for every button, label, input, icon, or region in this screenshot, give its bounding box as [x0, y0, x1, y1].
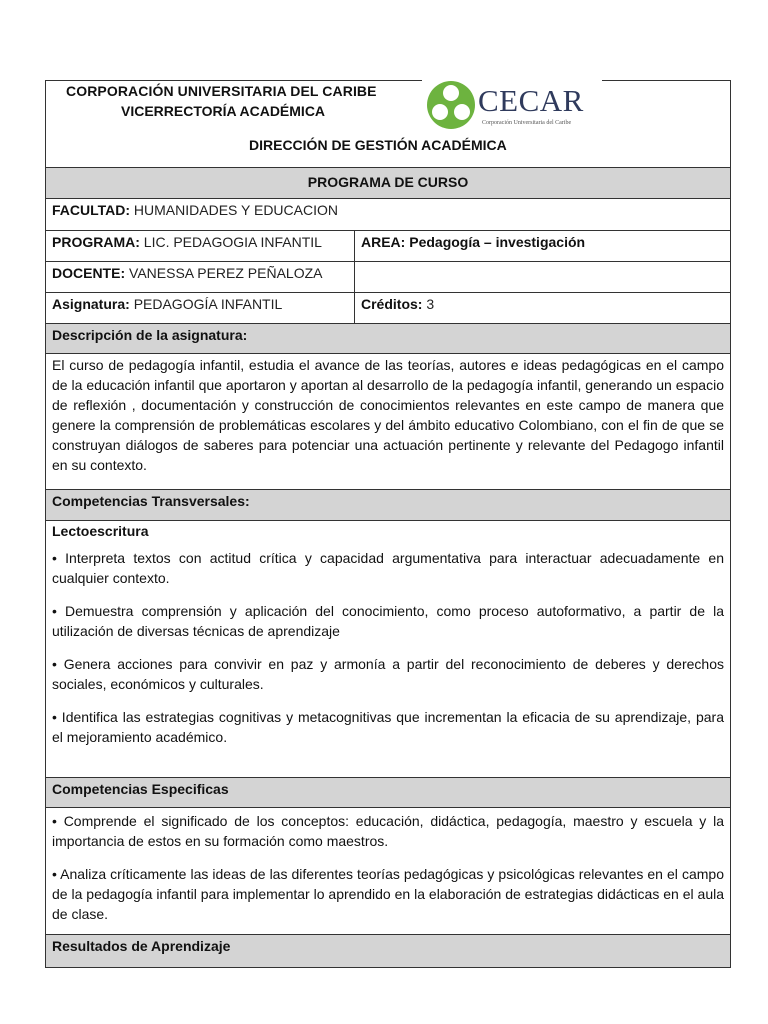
- creditos-value: 3: [426, 296, 435, 312]
- asignatura-row: [46, 293, 730, 324]
- transversales-heading: Competencias Transversales:: [52, 493, 250, 509]
- facultad-label: FACULTAD:: [52, 202, 131, 218]
- area-label: AREA:: [361, 234, 406, 250]
- descripcion-heading: Descripción de la asignatura:: [52, 327, 248, 343]
- facultad-row: [46, 199, 730, 231]
- logo-tagline: Corporación Universitaria del Caribe: [482, 120, 572, 126]
- docente-label: DOCENTE:: [52, 265, 126, 281]
- management-direction: DIRECCIÓN DE GESTIÓN ACADÉMICA: [249, 137, 507, 153]
- docente-value: VANESSA PEREZ PEÑALOZA: [129, 265, 323, 281]
- creditos-cell: [355, 293, 730, 323]
- program-title-row: [46, 168, 730, 199]
- empty-cell: [355, 262, 730, 292]
- institution-name: CORPORACIÓN UNIVERSITARIA DEL CARIBE: [66, 83, 377, 99]
- asignatura-value: PEDAGOGÍA INFANTIL: [133, 296, 283, 312]
- cecar-emblem-icon: [426, 78, 476, 132]
- programa-value: LIC. PEDAGOGIA INFANTIL: [143, 234, 322, 250]
- course-program-document: [45, 80, 731, 968]
- lectoescritura-subheading: Lectoescritura: [52, 523, 149, 539]
- asignatura-label: Asignatura:: [52, 296, 130, 312]
- cecar-logo: [422, 77, 602, 135]
- list-item: • Identifica las estrategias cognitivas y metacognitivas que incrementan la eficacia de su aprendizaje, para el mejoramiento académico.: [52, 709, 724, 745]
- vice-rectory: VICERRECTORÍA ACADÉMICA: [121, 103, 326, 119]
- asignatura-cell: [46, 293, 355, 323]
- resultados-heading-row: [46, 935, 730, 967]
- program-title: PROGRAMA DE CURSO: [307, 174, 469, 190]
- descripcion-heading-row: [46, 324, 730, 354]
- especificas-heading-row: [46, 778, 730, 808]
- especificas-body: [46, 808, 730, 935]
- document-header: [46, 81, 730, 168]
- resultados-heading: Resultados de Aprendizaje: [52, 938, 231, 954]
- programa-label: PROGRAMA:: [52, 234, 140, 250]
- list-item: • Demuestra comprensión y aplicación del conocimiento, como proceso autoformativo, a partir de la utilización de diversas técnicas de aprendizaje: [52, 603, 724, 639]
- programa-area-row: [46, 231, 730, 262]
- programa-cell: [46, 231, 355, 261]
- area-value: Pedagogía – investigación: [409, 234, 586, 250]
- list-item: • Interpreta textos con actitud crítica y capacidad argumentativa para interactuar adecuadamente en cualquier contexto.: [52, 550, 724, 586]
- logo-wordmark: CECAR: [478, 83, 584, 118]
- descripcion-text: El curso de pedagogía infantil, estudia el avance de las teorías, autores e ideas pedagógicas en el campo de la educación infantil que aportaron y aportan al desarrollo de la pedagogía infantil, generando un espacio de reflexión , documentación y construcción de conocimientos relevantes en este campo de manera que genere la comprensión de problemáticas escolares y del ámbito educativo Colombiano, con el fin de que se construyan diálogos de saberes para potenciar una actuación pertinente y relevante del Pedagogo infantil en su contexto.: [46, 354, 730, 490]
- list-item: • Genera acciones para convivir en paz y armonía a partir del reconocimiento de deberes y derechos sociales, económicos y culturales.: [52, 656, 724, 692]
- facultad-value: HUMANIDADES Y EDUCACION: [133, 202, 338, 218]
- transversales-heading-row: [46, 490, 730, 521]
- area-cell: [355, 231, 730, 261]
- list-item: • Comprende el significado de los conceptos: educación, didáctica, pedagogía, maestro y escuela y la importancia de estos en su formación como maestros.: [52, 813, 724, 849]
- creditos-label: Créditos:: [361, 296, 423, 312]
- docente-row: [46, 262, 730, 293]
- list-item: • Analiza críticamente las ideas de las diferentes teorías pedagógicas y psicológicas relevantes en el campo de la pedagogía infantil para implementar lo aprendido en la elaboración de estrategias didácticas en el aula de clase.: [52, 866, 724, 922]
- docente-cell: [46, 262, 355, 292]
- especificas-heading: Competencias Especificas: [52, 781, 229, 797]
- transversales-body: [46, 521, 730, 778]
